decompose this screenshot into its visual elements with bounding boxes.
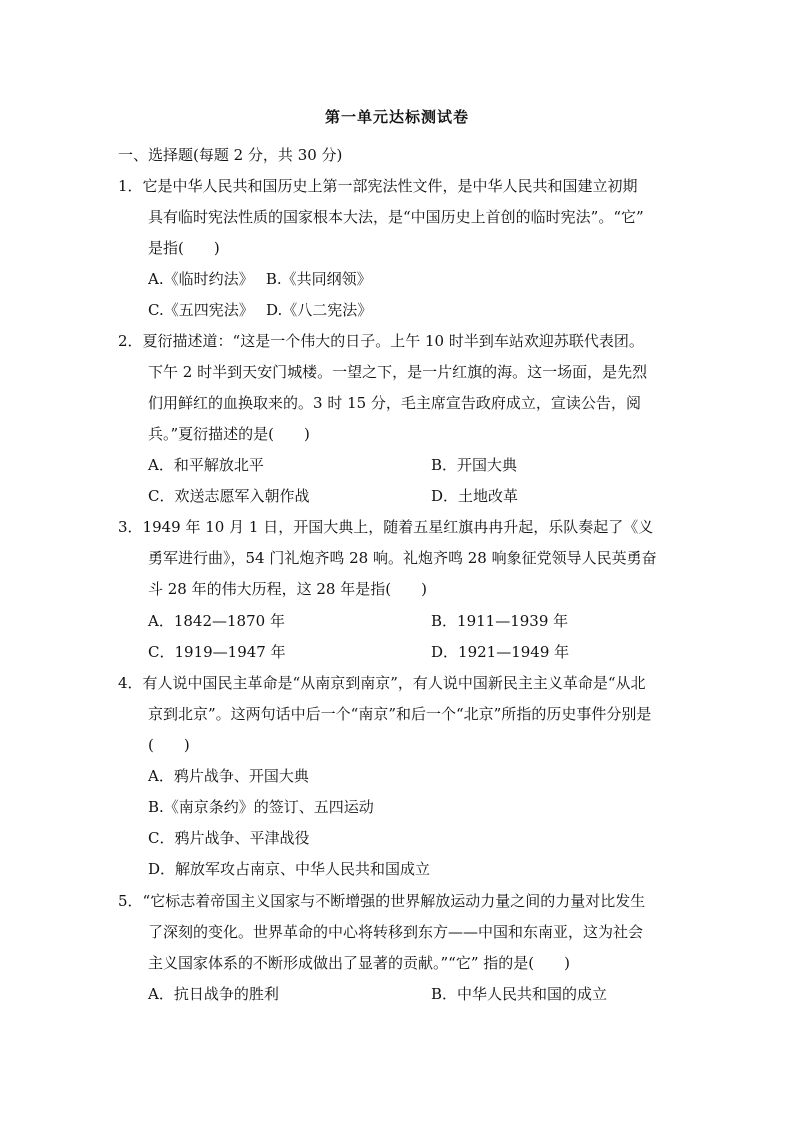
q2-option-b: B．开国大典 — [431, 456, 518, 474]
q3-option-b: B．1911—1939 年 — [431, 612, 569, 630]
q1-stem-line-3: 是指( ) — [148, 239, 220, 257]
q2-stem-line-4: 兵。”夏衍描述的是( ) — [148, 425, 310, 443]
q2-stem-line-2: 下午 2 时半到天安门城楼。一望之下，是一片红旗的海。这一场面，是先烈 — [148, 363, 648, 381]
q3-stem-line-1: 3．1949 年 10 月 1 日，开国大典上，随着五星红旗冉冉升起，乐队奏起了《义 — [118, 518, 654, 536]
q4-option-b: B.《南京条约》的签订、五四运动 — [148, 798, 374, 816]
q4-option-d: D．解放军攻占南京、中华人民共和国成立 — [148, 860, 431, 878]
q3-option-c: C．1919—1947 年 — [148, 643, 286, 661]
q2-option-c: C．欢送志愿军入朝作战 — [148, 487, 310, 505]
section-heading: 一、选择题(每题 2 分，共 30 分) — [118, 146, 343, 164]
q3-option-d: D．1921—1949 年 — [431, 643, 570, 661]
q5-stem-line-1: 5．“它标志着帝国主义国家与不断增强的世界解放运动力量之间的力量对比发生 — [118, 892, 646, 910]
q3-stem-line-2: 勇军进行曲》，54 门礼炮齐鸣 28 响。礼炮齐鸣 28 响象征党领导人民英勇奋 — [148, 549, 657, 567]
q3-option-a: A．1842—1870 年 — [148, 612, 285, 630]
q4-stem-line-1: 4．有人说中国民主革命是“从南京到南京”，有人说中国新民主主义革命是“从北 — [118, 674, 646, 692]
q1-stem-line-1: 1．它是中华人民共和国历史上第一部宪法性文件，是中华人民共和国建立初期 — [118, 177, 638, 195]
q5-option-a: A．抗日战争的胜利 — [148, 985, 279, 1003]
q3-stem-line-3: 斗 28 年的伟大历程，这 28 年是指( ) — [148, 580, 427, 598]
q5-stem-line-3: 主义国家体系的不断形成做出了显著的贡献。”“它” 指的是( ) — [148, 954, 570, 972]
q4-stem-line-2: 京到北京”。这两句话中后一个“南京”和后一个“北京”所指的历史事件分别是 — [148, 705, 652, 723]
q4-stem-line-3: ( ) — [148, 736, 190, 754]
q1-stem-line-2: 具有临时宪法性质的国家根本大法，是“中国历史上首创的临时宪法”。“它” — [148, 208, 644, 226]
q4-option-c: C．鸦片战争、平津战役 — [148, 829, 310, 847]
q4-option-a: A．鸦片战争、开国大典 — [148, 767, 309, 785]
q2-option-a: A．和平解放北平 — [148, 456, 264, 474]
q2-option-d: D．土地改革 — [431, 487, 519, 505]
q1-options-ab: A.《临时约法》 B.《共同纲领》 — [148, 270, 372, 288]
q2-stem-line-3: 们用鲜红的血换取来的。3 时 15 分，毛主席宣告政府成立，宣读公告，阅 — [148, 394, 641, 412]
exam-title: 第一单元达标测试卷 — [324, 108, 469, 126]
q5-option-b: B．中华人民共和国的成立 — [431, 985, 608, 1003]
q1-options-cd: C.《五四宪法》 D.《八二宪法》 — [148, 301, 373, 319]
q5-stem-line-2: 了深刻的变化。世界革命的中心将转移到东方——中国和东南亚，这为社会 — [148, 923, 644, 941]
q2-stem-line-1: 2．夏衍描述道：“这是一个伟大的日子。上午 10 时半到车站欢迎苏联代表团。 — [118, 332, 644, 350]
